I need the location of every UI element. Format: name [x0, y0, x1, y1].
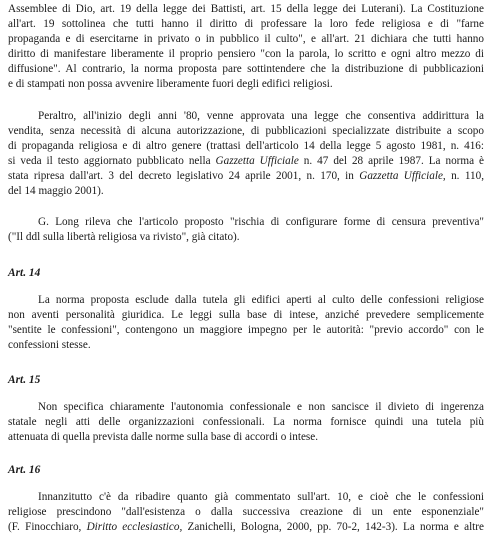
text-line: e di stampati non possa avvenire liberamente fuori degli edifici religiosi.: [8, 78, 333, 90]
text-line: attenuata di quella prevista dalle norme sulla base di accordi o intese.: [8, 431, 319, 443]
paragraph-art-14: [8, 293, 484, 353]
text-fragment: (F. Finocchiaro,: [8, 521, 87, 533]
text-line: [8, 154, 484, 169]
text-line: [8, 169, 484, 184]
text-line: ("Il ddl sulla libertà religiosa va rivisto", già citato).: [8, 231, 240, 243]
text-line: La norma proposta esclude dalla tutela gli edifici aperti al culto delle confessioni religiose: [38, 294, 484, 306]
text-line: propaganda e di esercitarne in privato o in pubblico il culto", e all'art. 21 dichiara che tutti hanno: [8, 33, 484, 45]
paragraph-long-quote: [8, 215, 484, 245]
text-fragment: Zanichelli, Bologna, 2000, pp. 70-2, 142-3). La norma e altre: [182, 521, 484, 533]
text-line: di propaganda religiosa e di altro genere (trattasi dell'articolo 14 della legge 5 agosto 1981, n. 416:: [8, 140, 484, 152]
text-line: Peraltro, all'inizio degli anni '80, venne approvata una legge che consentiva addirittura la: [38, 110, 484, 122]
text-line: Innanzitutto c'è da ribadire quanto già commentato sull'art. 10, e cioè che le confessioni: [38, 491, 484, 503]
text-line: diritto di manifestare liberamente il proprio pensiero "con la parola, lo scritto e ogni altro mezzo di: [8, 48, 484, 60]
paragraph-1981-law: [8, 109, 484, 199]
text-fragment: stata ripresa dall'art. 3 del decreto legislativo 24 aprile 2001, n. 170, in: [8, 170, 360, 182]
heading-art-15: Art. 15: [8, 374, 41, 386]
text-fragment: n. 110,: [445, 170, 484, 182]
text-line: diffusione". Al contrario, la norma proposta pare sottintendere che la distribuzione di pubblicazioni: [8, 63, 484, 75]
text-line: religiose prescindono "dall'esistenza o dalla successiva creazione di un ente esponenziale": [8, 506, 484, 518]
italic-citation: Gazzetta Ufficiale: [215, 155, 299, 167]
text-line: vendita, senza necessità di alcuna autorizzazione, di pubblicazioni specializzate distribuite a scopo: [8, 125, 484, 137]
paragraph-art-15: [8, 400, 484, 445]
text-line: G. Long rileva che l'articolo proposto "rischia di configurare forme di censura preventiva": [38, 216, 484, 228]
text-fragment: si veda il testo aggiornato pubblicato nella: [8, 155, 216, 167]
paragraph-constitution: [8, 2, 484, 92]
heading-art-16: Art. 16: [8, 464, 41, 476]
italic-citation: Diritto ecclesiastico,: [86, 521, 183, 533]
paragraph-art-16: [8, 490, 484, 535]
text-line: "sentite le confessioni", contengono un maggiore impegno per le autorità: "previo accordo" con le: [8, 324, 484, 336]
text-line: statale negli atti delle organizzazioni confessionali. La norma fornisce quindi una tutela più: [8, 416, 484, 428]
heading-art-14: Art. 14: [8, 267, 41, 279]
text-fragment: n. 47 del 28 aprile 1987. La norma è: [298, 155, 484, 167]
text-line: all'art. 19 sottolinea che tutti hanno il diritto di professare la loro fede religiosa e di "farne: [8, 18, 484, 30]
text-line: confessioni stesse.: [8, 339, 91, 351]
italic-citation: Gazzetta Ufficiale,: [359, 170, 446, 182]
text-line: Assemblee di Dio, art. 19 della legge dei Battisti, art. 15 della legge dei Luterani). La Costituzione: [8, 3, 484, 15]
text-line: del 14 maggio 2001).: [8, 185, 104, 197]
text-line: Non specifica chiaramente l'autonomia confessionale e non sancisce il divieto di ingerenza: [38, 401, 484, 413]
text-line: [8, 520, 484, 535]
text-line: non aventi personalità giuridica. Le leggi sulla base di intese, anziché prevedere semplicemente: [8, 309, 484, 321]
